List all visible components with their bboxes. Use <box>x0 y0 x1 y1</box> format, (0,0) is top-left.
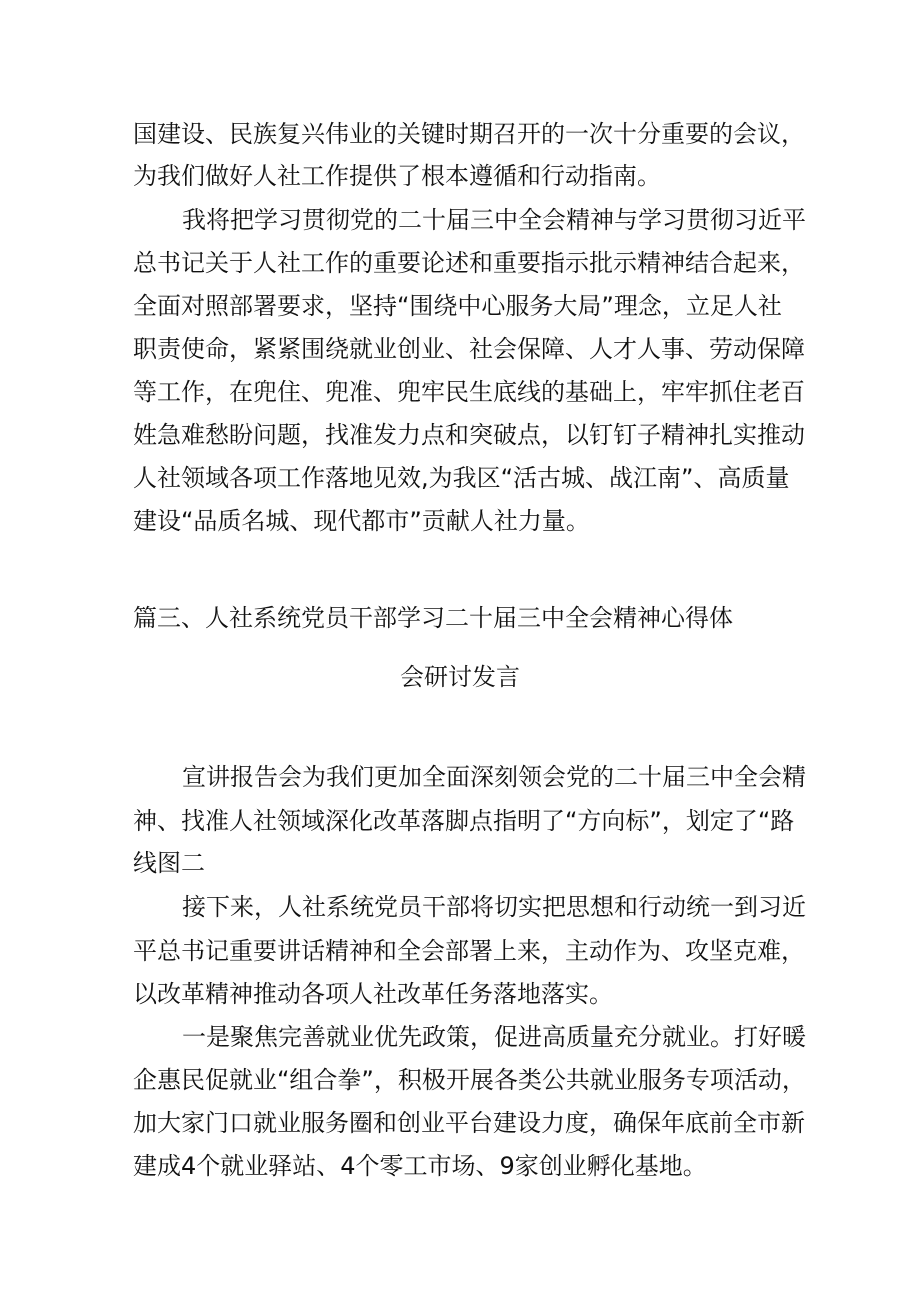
paragraph-2-line-7: 人社领域各项工作落地见效,为我区“活古城、战江南”、高质量 <box>133 464 790 492</box>
paragraph-2-line-4: 职责使命，紧紧围绕就业创业、社会保障、人才人事、劳动保障 <box>133 335 805 363</box>
paragraph-4-line-3: 以改革精神推动各项人社改革任务落地落实。 <box>133 980 613 1008</box>
paragraph-3-line-3: 线图二 <box>133 849 205 877</box>
paragraph-2-line-8: 建设“品质名城、现代都市”贡献人社力量。 <box>133 507 590 535</box>
paragraph-2-line-2: 总书记关于人社工作的重要论述和重要指示批示精神结合起来， <box>133 249 805 277</box>
paragraph-1-line-2: 为我们做好人社工作提供了根本遵循和行动指南。 <box>133 162 661 190</box>
paragraph-3-line-2: 神、找准人社领域深化改革落脚点指明了“方向标”，划定了“路 <box>133 807 795 835</box>
paragraph-2-line-3: 全面对照部署要求，坚持“围绕中心服务大局”理念，立足人社 <box>133 292 782 320</box>
paragraph-5-line-4: 建成4个就业驿站、4个零工市场、9家创业孵化基地。 <box>133 1152 707 1180</box>
paragraph-5-line-3: 加大家门口就业服务圈和创业平台建设力度，确保年底前全市新 <box>133 1109 805 1137</box>
paragraph-2-line-6: 姓急难愁盼问题，找准发力点和突破点，以钉钉子精神扎实推动 <box>133 421 805 449</box>
section-heading-line-2: 会研讨发言 <box>400 663 520 691</box>
paragraph-1-line-1: 国建设、民族复兴伟业的关键时期召开的一次十分重要的会议， <box>133 120 805 148</box>
paragraph-5-line-1: 一是聚焦完善就业优先政策，促进高质量充分就业。打好暖 <box>182 1023 806 1051</box>
paragraph-2-line-1: 我将把学习贯彻党的二十届三中全会精神与学习贯彻习近平 <box>182 206 806 234</box>
paragraph-4-line-2: 平总书记重要讲话精神和全会部署上来，主动作为、攻坚克难， <box>133 937 805 965</box>
paragraph-2-line-5: 等工作，在兜住、兜准、兜牢民生底线的基础上，牢牢抓住老百 <box>133 378 805 406</box>
paragraph-5-line-2: 企惠民促就业“组合拳”，积极开展各类公共就业服务专项活动， <box>133 1066 806 1094</box>
paragraph-4-line-1: 接下来，人社系统党员干部将切实把思想和行动统一到习近 <box>182 893 806 921</box>
paragraph-3-line-1: 宣讲报告会为我们更加全面深刻领会党的二十届三中全会精 <box>182 763 806 791</box>
section-heading-line-1: 篇三、人社系统党员干部学习二十届三中全会精神心得体 <box>133 604 733 632</box>
